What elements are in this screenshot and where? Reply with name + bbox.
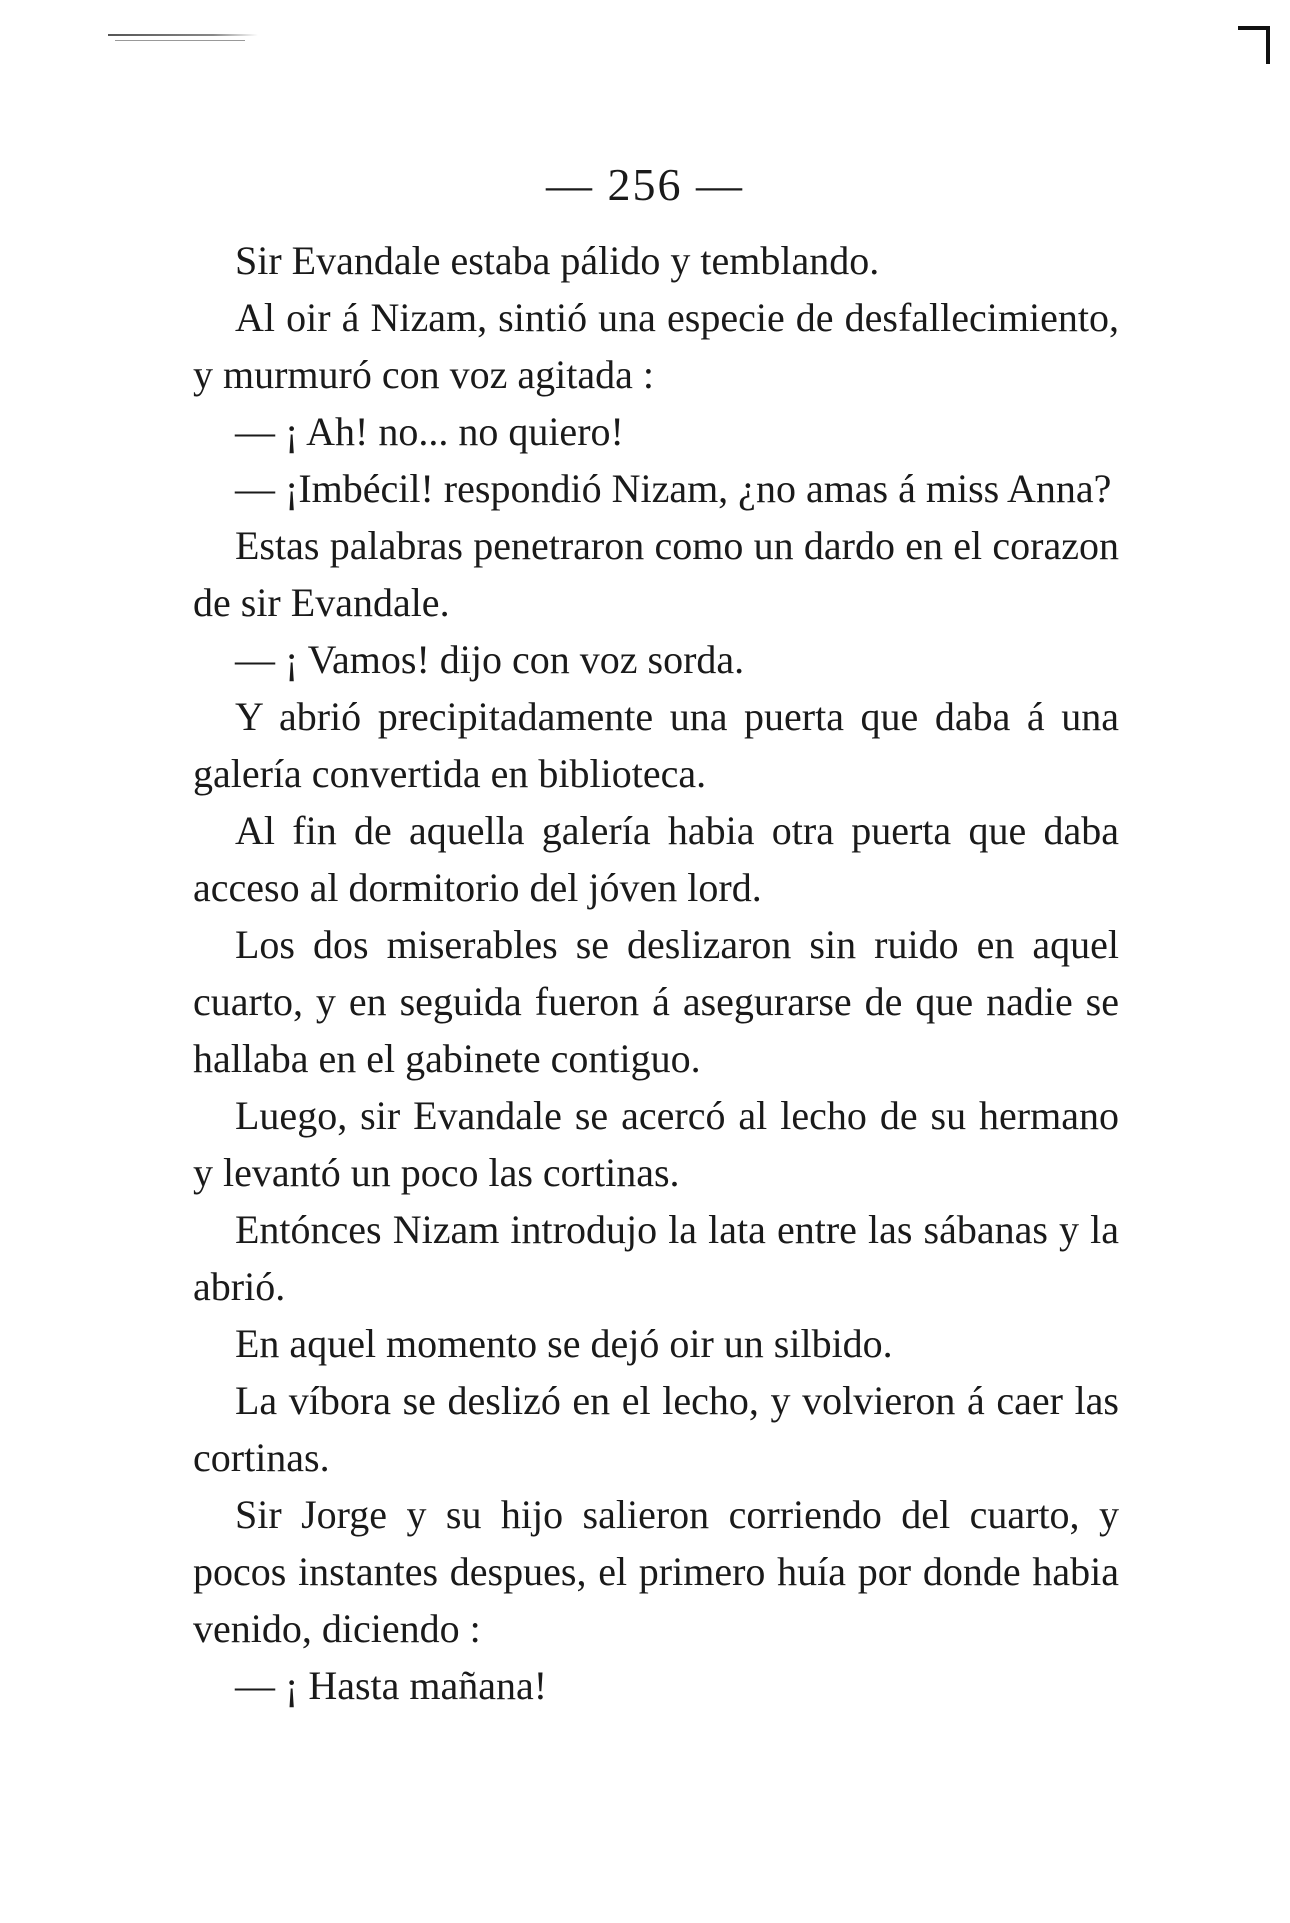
paragraph: — ¡ Hasta mañana! xyxy=(235,1663,548,1708)
paragraph: — ¡ Ah! no... no quiero! xyxy=(235,409,624,454)
body-text xyxy=(193,232,1119,1714)
paragraph: Luego, sir Evandale se acercó al lecho de su hermano y levantó un poco las cortinas. xyxy=(193,1093,1119,1195)
paragraph: — ¡ Vamos! dijo con voz sorda. xyxy=(235,637,745,682)
paragraph: Entónces Nizam introdujo la lata entre las sábanas y la abrió. xyxy=(193,1207,1119,1309)
paragraph: Al fin de aquella galería habia otra puerta que daba acceso al dormitorio del jóven lord. xyxy=(193,808,1119,910)
page-corner-mark xyxy=(1238,26,1270,64)
page-number: — 256 — xyxy=(546,159,744,210)
paragraph: Al oir á Nizam, sintió una especie de desfallecimiento, y murmuró con voz agitada : xyxy=(193,295,1119,397)
paragraph: Estas palabras penetraron como un dardo en el corazon de sir Evandale. xyxy=(193,523,1119,625)
paragraph: Los dos miserables se deslizaron sin ruido en aquel cuarto, y en seguida fueron á asegurarse de que nadie se hallaba en el gabinete contiguo. xyxy=(193,922,1119,1081)
paragraph: Sir Jorge y su hijo salieron corriendo del cuarto, y pocos instantes despues, el primero huía por donde habia venido, diciendo : xyxy=(193,1492,1119,1651)
paragraph: La víbora se deslizó en el lecho, y volvieron á caer las cortinas. xyxy=(193,1378,1119,1480)
paragraph: Sir Evandale estaba pálido y temblando. xyxy=(235,238,880,283)
paragraph: — ¡Imbécil! respondió Nizam, ¿no amas á miss Anna? xyxy=(235,466,1112,511)
paragraph: Y abrió precipitadamente una puerta que daba á una galería convertida en biblioteca. xyxy=(193,694,1119,796)
scan-artifact-line xyxy=(108,34,258,36)
paragraph: En aquel momento se dejó oir un silbido. xyxy=(235,1321,893,1366)
scan-artifact-line xyxy=(115,40,245,41)
